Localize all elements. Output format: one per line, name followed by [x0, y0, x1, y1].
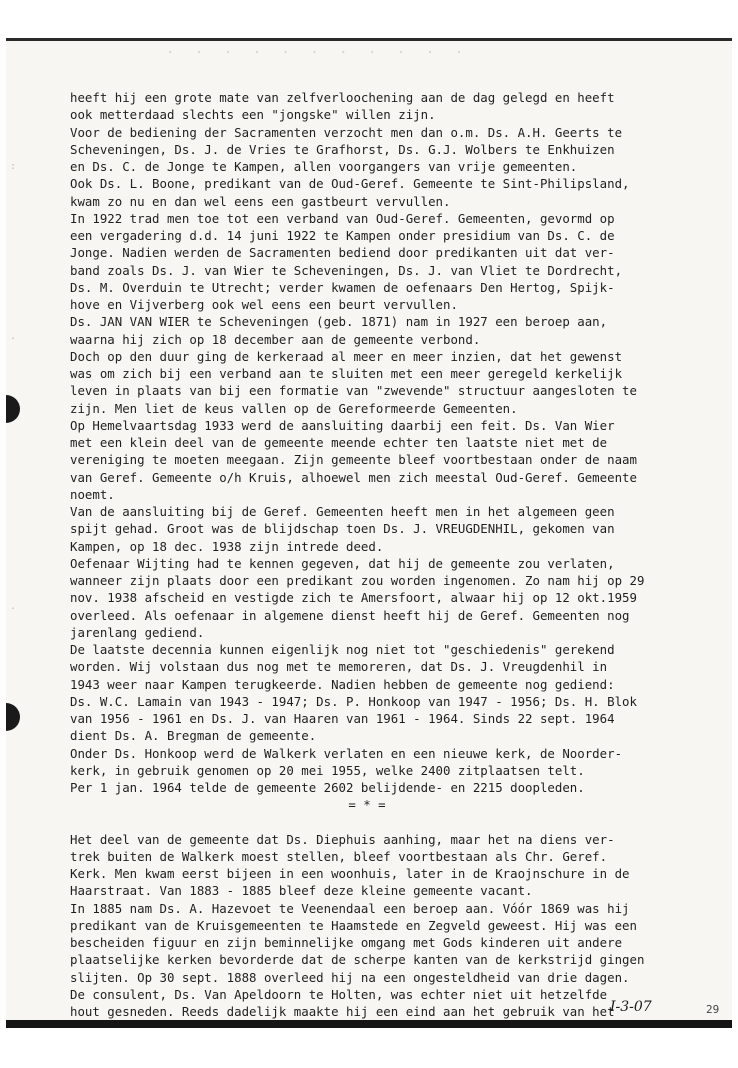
- text-line: kerk, in gebruik genomen op 20 mei 1955, welke 2400 zitplaatsen telt.: [70, 762, 585, 778]
- text-line: Op Hemelvaartsdag 1933 werd de aansluiting daarbij een feit. Ds. Van Wier: [70, 417, 615, 433]
- punch-hole: [6, 703, 20, 731]
- text-line: In 1885 nam Ds. A. Hazevoet te Veenendaal een beroep aan. Vóór 1869 was hij: [70, 900, 630, 916]
- document-page: [6, 38, 732, 1023]
- text-line: Ook Ds. L. Boone, predikant van de Oud-Geref. Gemeente te Sint-Philipsland,: [70, 176, 630, 192]
- text-line: Onder Ds. Honkoop werd de Walkerk verlaten en een nieuwe kerk, de Noorder-: [70, 745, 623, 761]
- text-line: van Geref. Gemeente o/h Kruis, alhoewel men zich meestal Oud-Geref. Gemeente: [70, 469, 637, 485]
- scan-edge-bottom: [6, 1020, 732, 1028]
- text-line: heeft hij een grote mate van zelfverloochening aan de dag gelegd en heeft: [70, 90, 615, 105]
- text-line: Doch op den duur ging de kerkeraad al meer en meer inzien, dat het gewenst: [70, 348, 623, 364]
- text-line: zijn. Men liet de keus vallen op de Gereformeerde Gemeenten.: [70, 400, 518, 416]
- text-line: band zoals Ds. J. van Wier te Scheveningen, Ds. J. van Vliet te Dordrecht,: [70, 262, 623, 278]
- text-line: kwam zo nu en dan wel eens een gastbeurt vervullen.: [70, 193, 451, 209]
- punch-hole: [6, 395, 20, 423]
- text-line: De consulent, Ds. Van Apeldoorn te Holten, was echter niet uit hetzelfde: [70, 986, 608, 1002]
- text-line: met een klein deel van de gemeente meende echter ten laatste niet met de: [70, 435, 608, 450]
- text-line: bescheiden figuur en zijn beminnelijke omgang met Gods kinderen uit andere: [70, 935, 623, 950]
- text-line: predikant van de Kruisgemeenten te Haamstede en Zegveld geweest. Hij was een: [70, 917, 637, 933]
- text-line: een vergadering d.d. 14 juni 1922 te Kampen onder presidium van Ds. C. de: [70, 228, 615, 243]
- text-line: Kampen, op 18 dec. 1938 zijn intrede deed.: [70, 538, 384, 554]
- text-line: De laatste decennia kunnen eigenlijk nog niet tot "geschiedenis" gerekend: [70, 642, 615, 657]
- text-line: overleed. Als oefenaar in algemene dienst heeft hij de Geref. Gemeenten nog: [70, 607, 630, 623]
- text-line: ook metterdaad slechts een "jongske" willen zijn.: [70, 107, 436, 123]
- text-line: slijten. Op 30 sept. 1888 overleed hij na een ongesteldheid van drie dagen.: [70, 969, 630, 985]
- text-line: Kerk. Men kwam eerst bijeen in een woonhuis, later in de Kraojnschure in de: [70, 866, 630, 881]
- body-text: [70, 89, 734, 1055]
- text-line: spijt gehad. Groot was de blijdschap toen Ds. J. VREUGDENHIL, gekomen van: [70, 521, 615, 537]
- text-line: Ds. W.C. Lamain van 1943 - 1947; Ds. P. Honkoop van 1947 - 1956; Ds. H. Blok: [70, 693, 637, 709]
- text-line: noemt.: [70, 486, 115, 502]
- show-through-text: . . . . . . . . . . .: [166, 41, 470, 57]
- margin-mark: .: [10, 601, 17, 612]
- text-line: nov. 1938 afscheid en vestigde zich te Amersfoort, alwaar hij op 12 okt.1959: [70, 590, 637, 606]
- text-line: van 1956 - 1961 en Ds. J. van Haaren van 1961 - 1964. Sinds 22 sept. 1964: [70, 711, 615, 726]
- text-line: vereniging te moeten meegaan. Zijn gemeente bleef voortbestaan onder de naam: [70, 452, 637, 468]
- section-separator: = * =: [348, 797, 386, 813]
- scan-border-top: [0, 0, 738, 40]
- text-line: en Ds. C. de Jonge te Kampen, allen voorgangers van vrije gemeenten.: [70, 159, 578, 174]
- page-number: 29: [706, 1003, 720, 1016]
- text-line: jarenlang gediend.: [70, 624, 205, 640]
- text-line: Ds. M. Overduin te Utrecht; verder kwamen de oefenaars Den Hertog, Spijk-: [70, 279, 615, 295]
- paragraph-gap: [70, 814, 734, 831]
- left-margin: [6, 41, 66, 1023]
- text-line: trek buiten de Walkerk moest stellen, bleef voortbestaan als Chr. Geref.: [70, 848, 608, 864]
- text-line: waarna hij zich op 18 december aan de gemeente verbond.: [70, 331, 481, 347]
- text-line: hove en Vijverberg ook wel eens een beurt vervullen.: [70, 297, 458, 312]
- text-line: Voor de bediening der Sacramenten verzocht men dan o.m. Ds. A.H. Geerts te: [70, 124, 623, 140]
- text-line: Ds. JAN VAN WIER te Scheveningen (geb. 1871) nam in 1927 een beroep aan,: [70, 314, 608, 330]
- text-line: Jonge. Nadien werden de Sacramenten bediend door predikanten uit dat ver-: [70, 245, 615, 261]
- text-line: leven in plaats van bij een formatie van "zwevende" structuur aangesloten te: [70, 383, 637, 399]
- text-line: Van de aansluiting bij de Geref. Gemeenten heeft men in het algemeen geen: [70, 504, 615, 519]
- text-line: plaatselijke kerken bevorderde dat de scherpe kanten van de kerkstrijd gingen: [70, 952, 645, 968]
- text-line: Haarstraat. Van 1883 - 1885 bleef deze kleine gemeente vacant.: [70, 883, 533, 899]
- margin-mark: :: [10, 161, 17, 172]
- text-line: In 1922 trad men toe tot een verband van Oud-Geref. Gemeenten, gevormd op: [70, 210, 615, 226]
- text-line: 1943 weer naar Kampen terugkeerde. Nadien hebben de gemeente nog gediend:: [70, 676, 615, 692]
- text-line: worden. Wij volstaan dus nog met te memoreren, dat Ds. J. Vreugdenhil in: [70, 659, 608, 675]
- text-line: wanneer zijn plaats door een predikant zou worden ingenomen. Zo nam hij op 29: [70, 573, 645, 588]
- archive-code: I-3-07: [610, 999, 652, 1015]
- text-line: Per 1 jan. 1964 telde de gemeente 2602 belijdende- en 2215 doopleden.: [70, 780, 585, 795]
- text-line: Oefenaar Wijting had te kennen gegeven, dat hij de gemeente zou verlaten,: [70, 555, 615, 571]
- text-line: Scheveningen, Ds. J. de Vries te Grafhorst, Ds. G.J. Wolbers te Enkhuizen: [70, 141, 615, 157]
- margin-mark: .: [10, 331, 17, 342]
- text-line: hout gesneden. Reeds dadelijk maakte hij een eind aan het gebruik van het: [70, 1004, 615, 1019]
- scan-border-bottom: [0, 1028, 738, 1068]
- text-line: Het deel van de gemeente dat Ds. Diephuis aanhing, maar het na diens ver-: [70, 831, 615, 847]
- text-line: dient Ds. A. Bregman de gemeente.: [70, 728, 317, 744]
- text-line: was om zich bij een verband aan te sluiten met een meer geregeld kerkelijk: [70, 366, 623, 381]
